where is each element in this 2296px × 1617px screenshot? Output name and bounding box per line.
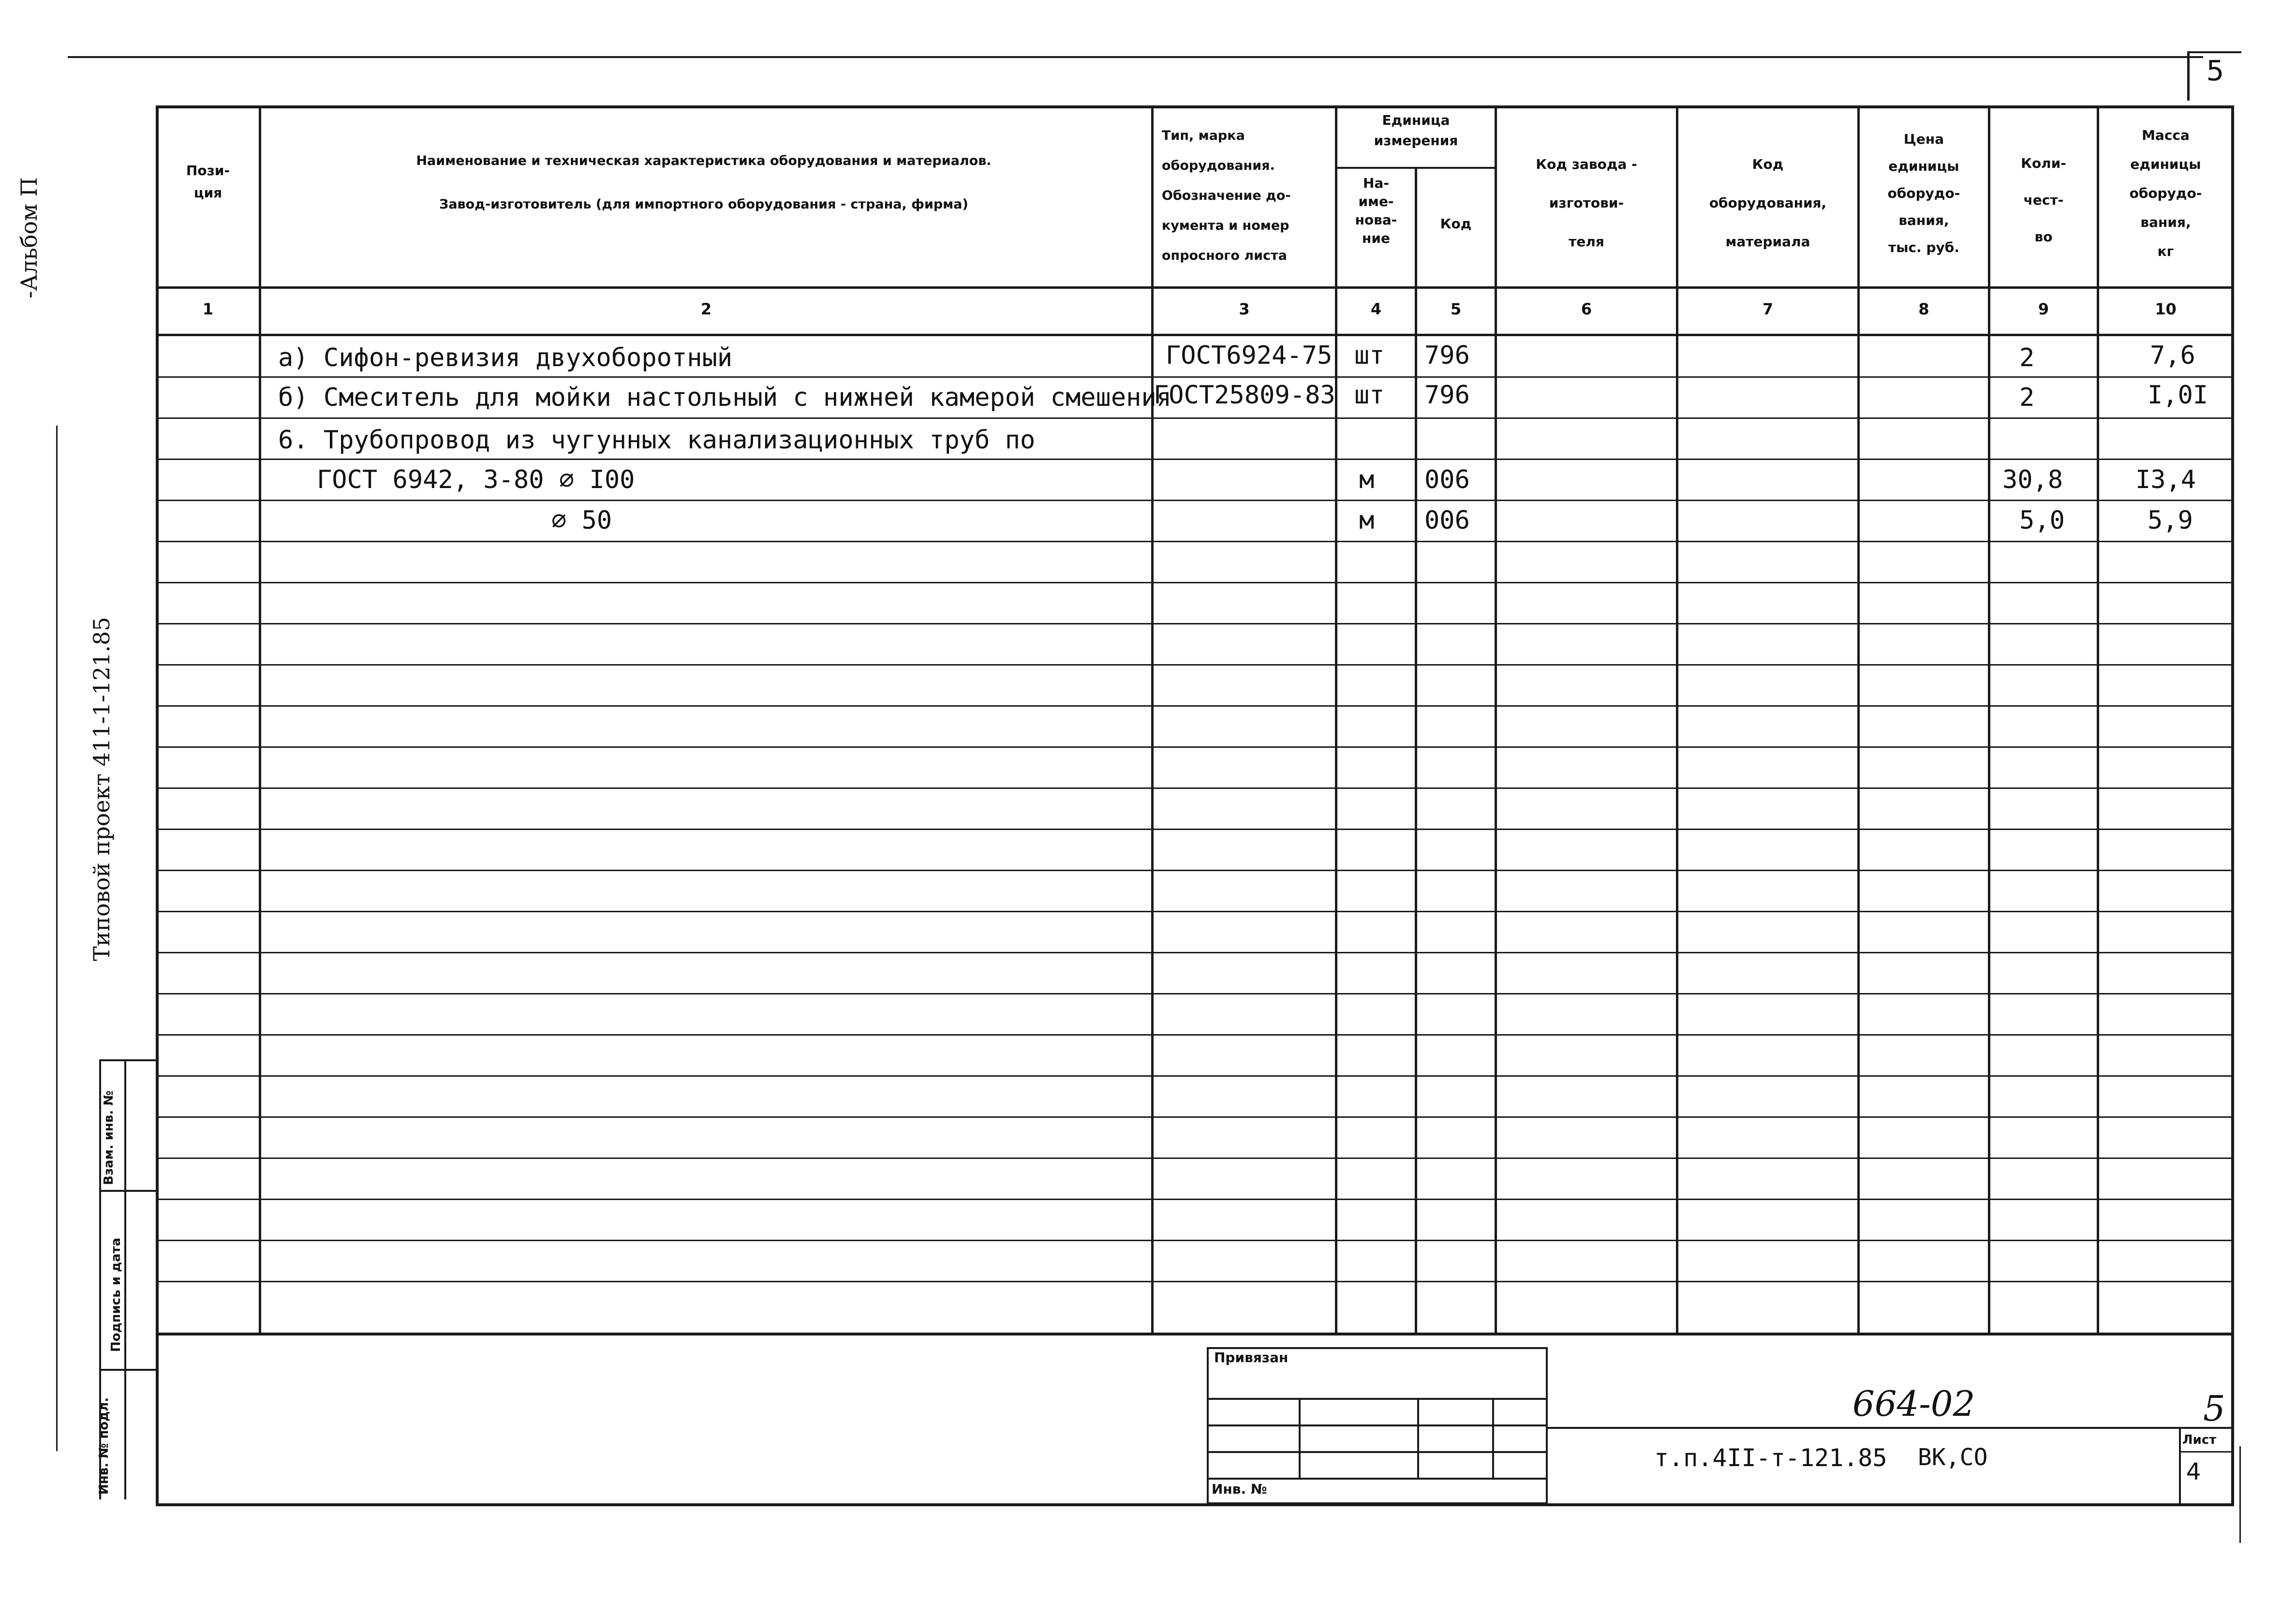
col-number-8: 8 [1918, 300, 1929, 318]
row1-qty: 2 [2019, 343, 2035, 372]
col-number-6: 6 [1581, 300, 1592, 318]
attached-box-line-1 [1207, 1398, 1548, 1400]
row4-qty: 30,8 [2002, 465, 2063, 494]
row1-unit: шт [1354, 341, 1385, 370]
header-unit-group: Единица измерения [1374, 112, 1458, 148]
col-number-4: 4 [1370, 300, 1382, 318]
sheet-cell-divider [2179, 1451, 2234, 1453]
row5-unit: м [1359, 506, 1375, 535]
handwritten-code: 664-02 [1852, 1383, 1975, 1424]
col-number-3: 3 [1239, 300, 1250, 318]
attached-box-line-4 [1207, 1478, 1548, 1480]
row4-mass: I3,4 [2135, 465, 2196, 494]
stamp-inv-no-original: Инв. № подл. [97, 1397, 111, 1495]
col-number-5: 5 [1450, 300, 1462, 318]
row1-doc: ГОСТ6924-75 [1166, 341, 1333, 370]
sheet-cell-left [2179, 1427, 2181, 1506]
row5-name: ⌀ 50 [551, 506, 612, 535]
row5-mass: 5,9 [2148, 506, 2193, 535]
col-number-10: 10 [2155, 300, 2177, 318]
row4-name: ГОСТ 6942, 3-80 ⌀ I00 [317, 465, 635, 494]
header-unit-price: Цена единицы оборудо- вания, тыс. руб. [1887, 131, 1960, 255]
row4-code: 006 [1424, 465, 1470, 494]
attached-label: Привязан [1214, 1350, 1289, 1365]
col-number-1: 1 [202, 300, 214, 318]
right-edge-rule [2239, 1446, 2241, 1543]
row4-unit: м [1359, 465, 1375, 494]
row2-mass: I,0I [2148, 381, 2208, 410]
header-manufacturer-code: Код завода - изготови- теля [1536, 156, 1637, 250]
sheet-value: 4 [2186, 1458, 2201, 1485]
row1-mass: 7,6 [2150, 341, 2195, 370]
header-name-line2: Завод-изготовитель (для импортного оборудования - страна, фирма) [439, 197, 968, 212]
row5-code: 006 [1424, 506, 1470, 535]
attached-box-line-2 [1207, 1424, 1548, 1426]
stamp-inv-no: Взам. инв. № [102, 1090, 116, 1185]
header-unit-mass: Масса единицы оборудо- вания, кг [2129, 127, 2202, 259]
row2-qty: 2 [2019, 383, 2035, 412]
sheet-handwritten: 5 [2203, 1388, 2225, 1429]
attached-box-col-1 [1299, 1398, 1301, 1478]
header-unit-code: Код [1440, 216, 1472, 232]
attached-box-col-2 [1417, 1398, 1419, 1478]
attached-box-col-3 [1492, 1398, 1494, 1478]
document-suffix: ВК,СО [1918, 1444, 1988, 1471]
header-unit-name: На- име- нова- ние [1355, 175, 1397, 246]
stamp-signature-date: Подпись и дата [109, 1237, 123, 1352]
row2-unit: шт [1354, 381, 1385, 410]
sheet-label: Лист [2182, 1433, 2217, 1447]
code-area-line [1548, 1427, 2234, 1429]
col-number-2: 2 [700, 300, 712, 318]
header-quantity: Коли- чест- во [2021, 155, 2066, 245]
row2-code: 796 [1424, 381, 1470, 410]
header-equipment-code: Код оборудования, материала [1709, 156, 1827, 250]
row3-name: 6. Трубопровод из чугунных канализационных труб по [278, 426, 1036, 455]
row1-name: а) Сифон-ревизия двухоборотный [278, 343, 733, 372]
header-type-mark: Тип, марка оборудования. Обозначение до- кумента и номер опросного листа [1162, 128, 1291, 263]
document-code [1654, 1444, 1887, 1472]
sheet-number-top: 5 [2206, 54, 2224, 87]
row2-doc: ГОСТ25809-83 [1154, 381, 1335, 410]
col-number-7: 7 [1762, 300, 1774, 318]
header-position: Пози- ция [186, 163, 230, 201]
document-code-text: т.п.4II-т-121.85 [1654, 1444, 1887, 1472]
left-margin-line [56, 426, 58, 1451]
inv-label: Инв. № [1212, 1481, 1267, 1497]
header-name-line1: Наименование и техническая характеристика оборудования и материалов. [416, 153, 992, 168]
attached-box-line-3 [1207, 1451, 1548, 1453]
album-label: -Альбом П [16, 177, 42, 298]
col-number-9: 9 [2038, 300, 2049, 318]
row1-code: 796 [1424, 341, 1470, 370]
row2-name: б) Смеситель для мойки настольный с нижней камерой смешения [278, 383, 1172, 412]
project-label: Типовой проект 411-1-121.85 [89, 617, 115, 961]
row5-qty: 5,0 [2019, 506, 2065, 535]
